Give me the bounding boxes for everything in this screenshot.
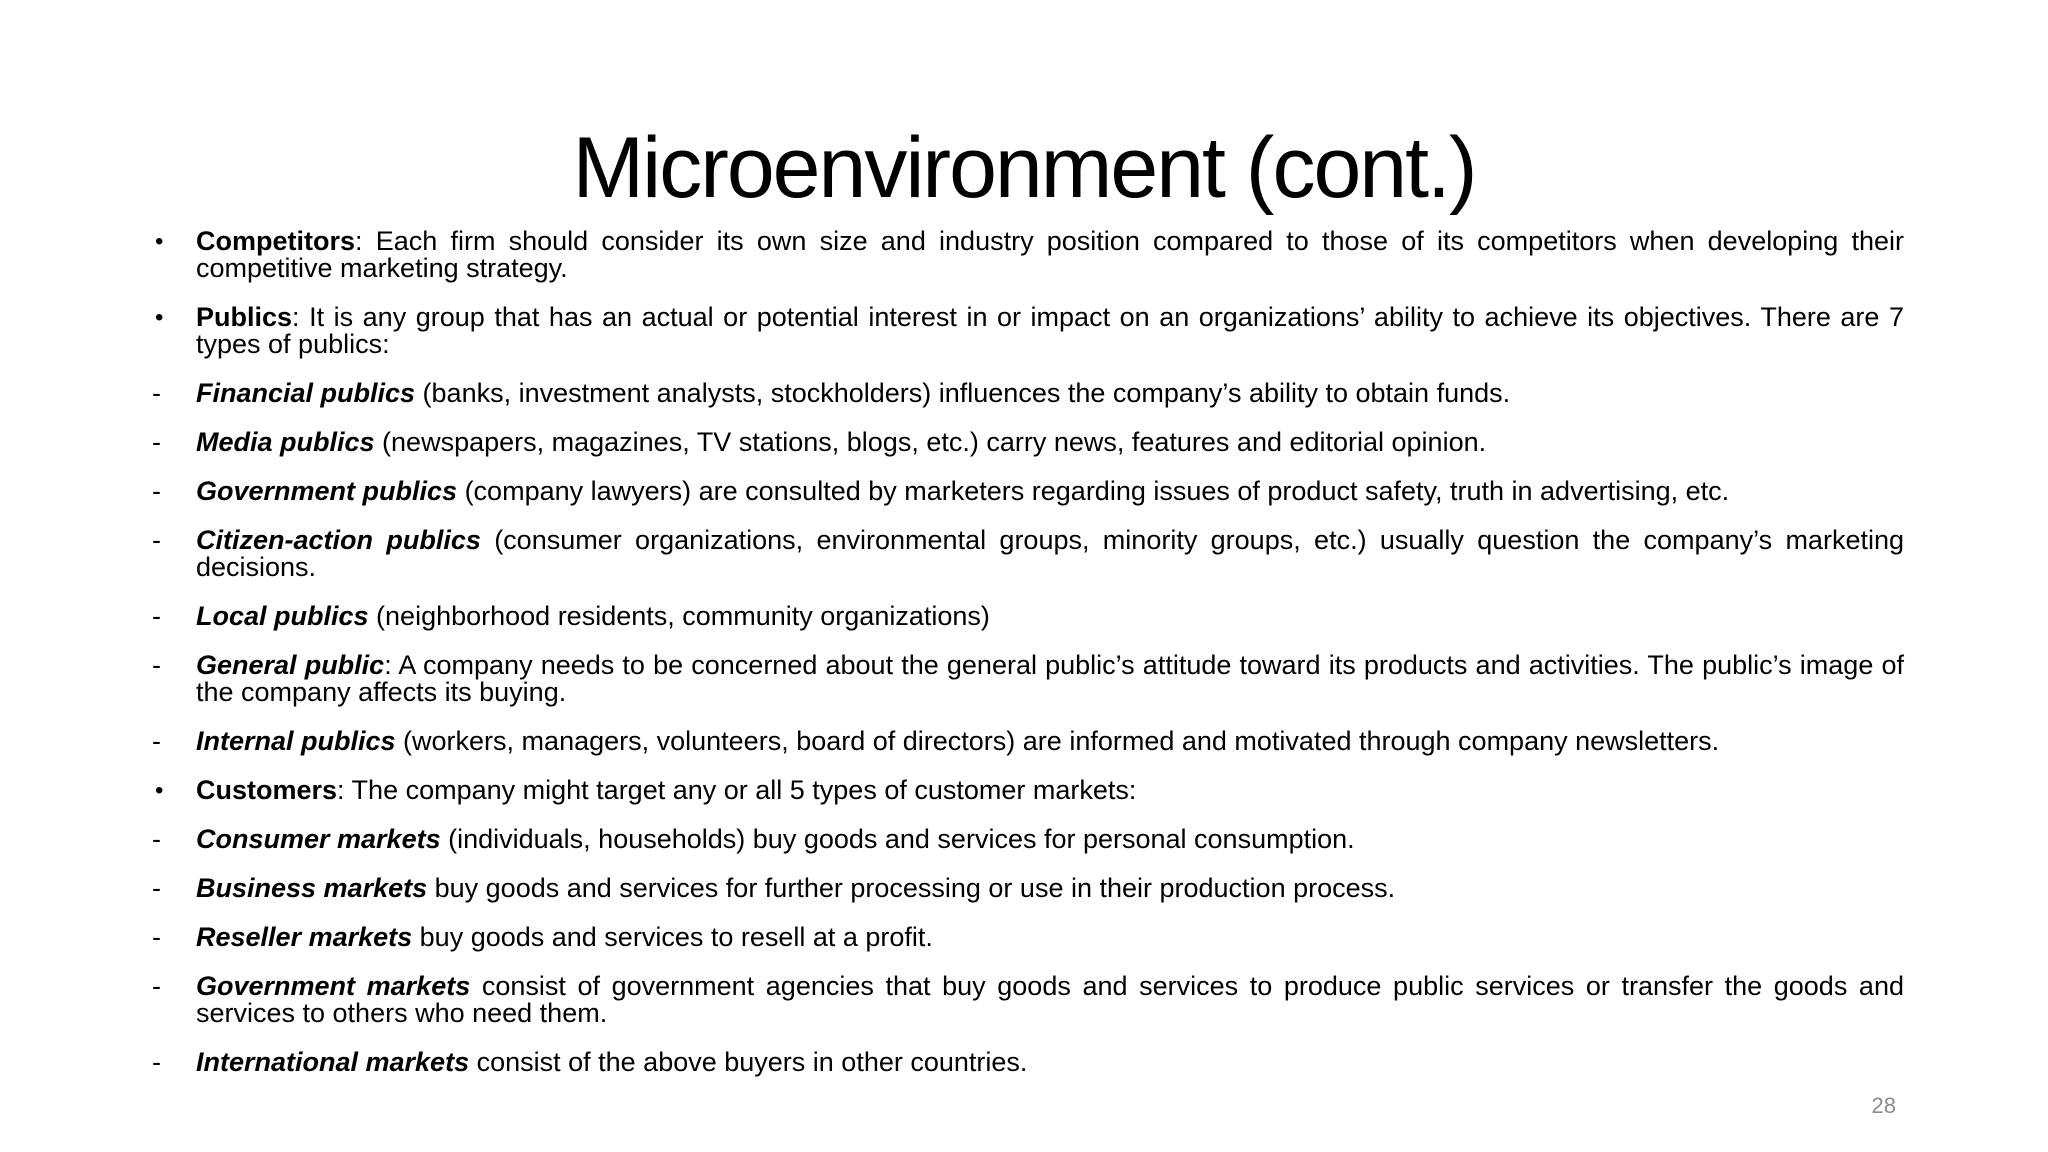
- item-text: consist of the above buyers in other countries.: [469, 1047, 1028, 1077]
- item-text: : Each firm should consider its own size and industry position compared to those of its competitors when developing their competitive marketing strategy.: [196, 226, 1904, 283]
- list-item-business-markets: [152, 875, 1904, 902]
- dash-marker: -: [152, 971, 161, 1001]
- item-term: Business markets: [196, 873, 428, 903]
- list-item-government-markets: [152, 973, 1904, 1027]
- item-term: Publics: [196, 302, 293, 332]
- bullet-marker: •: [155, 777, 164, 804]
- item-term: Citizen-action publics: [196, 525, 481, 555]
- list-item-reseller-markets: [152, 924, 1904, 951]
- dash-marker: -: [152, 427, 161, 457]
- list-item-local-publics: [152, 603, 1904, 630]
- item-text: : It is any group that has an actual or potential interest in or impact on an organizations’ ability to achieve its objectives. There are 7 types of publics:: [196, 302, 1904, 359]
- dash-marker: -: [152, 378, 161, 408]
- dash-marker: -: [152, 525, 161, 555]
- page-number: 28: [1871, 1093, 1896, 1118]
- list-item-media-publics: [152, 429, 1904, 456]
- item-term: Government publics: [196, 476, 458, 506]
- item-term: Consumer markets: [196, 824, 441, 854]
- item-text: : A company needs to be concerned about the general public’s attitude toward its products and activities. The public’s image of the company affects its buying.: [196, 650, 1904, 707]
- item-text: (banks, investment analysts, stockholders) influences the company’s ability to obtain funds.: [415, 378, 1511, 408]
- slide-title: Microenvironment (cont.): [572, 120, 1476, 216]
- item-text: (workers, managers, volunteers, board of directors) are informed and motivated through company newsletters.: [395, 726, 1720, 756]
- list-item-financial-publics: [152, 380, 1904, 407]
- list-item-general-public: [152, 652, 1904, 706]
- bullet-marker: •: [155, 304, 164, 331]
- item-term: Government markets: [196, 971, 471, 1001]
- list-item-customers: [152, 777, 1904, 804]
- item-text: buy goods and services to resell at a profit.: [412, 922, 933, 952]
- item-term: International markets: [196, 1047, 470, 1077]
- list-item-consumer-markets: [152, 826, 1904, 853]
- dash-marker: -: [152, 476, 161, 506]
- item-term: Competitors: [196, 226, 356, 256]
- item-term: General public: [196, 650, 385, 680]
- item-text: (consumer organizations, environmental groups, minority groups, etc.) usually question the company’s marketing decisions.: [196, 525, 1904, 582]
- item-term: Local publics: [196, 601, 369, 631]
- list-item-publics: [152, 304, 1904, 358]
- content-list: [152, 228, 1904, 1098]
- dash-marker: -: [152, 601, 161, 631]
- item-term: Reseller markets: [196, 922, 413, 952]
- item-term: Internal publics: [196, 726, 396, 756]
- list-item-internal-publics: [152, 728, 1904, 755]
- dash-marker: -: [152, 824, 161, 854]
- dash-marker: -: [152, 1047, 161, 1077]
- item-text: (company lawyers) are consulted by marketers regarding issues of product safety, truth in advertising, etc.: [457, 476, 1730, 506]
- item-text: (neighborhood residents, community organizations): [368, 601, 990, 631]
- list-item-international-markets: [152, 1049, 1904, 1076]
- item-text: : The company might target any or all 5 types of customer markets:: [337, 775, 1137, 805]
- dash-marker: -: [152, 650, 161, 680]
- list-item-government-publics: [152, 478, 1904, 505]
- list-item-citizen-action-publics: [152, 527, 1904, 581]
- item-term: Media publics: [196, 427, 375, 457]
- item-term: Financial publics: [196, 378, 416, 408]
- dash-marker: -: [152, 873, 161, 903]
- item-text: consist of government agencies that buy goods and services to produce public services or transfer the goods and services to others who need them.: [196, 971, 1904, 1028]
- item-text: (newspapers, magazines, TV stations, blogs, etc.) carry news, features and editorial opinion.: [374, 427, 1487, 457]
- list-item-competitors: [152, 228, 1904, 282]
- bullet-marker: •: [155, 228, 164, 255]
- item-text: buy goods and services for further processing or use in their production process.: [427, 873, 1396, 903]
- item-term: Customers: [196, 775, 338, 805]
- dash-marker: -: [152, 922, 161, 952]
- item-text: (individuals, households) buy goods and services for personal consumption.: [440, 824, 1355, 854]
- dash-marker: -: [152, 726, 161, 756]
